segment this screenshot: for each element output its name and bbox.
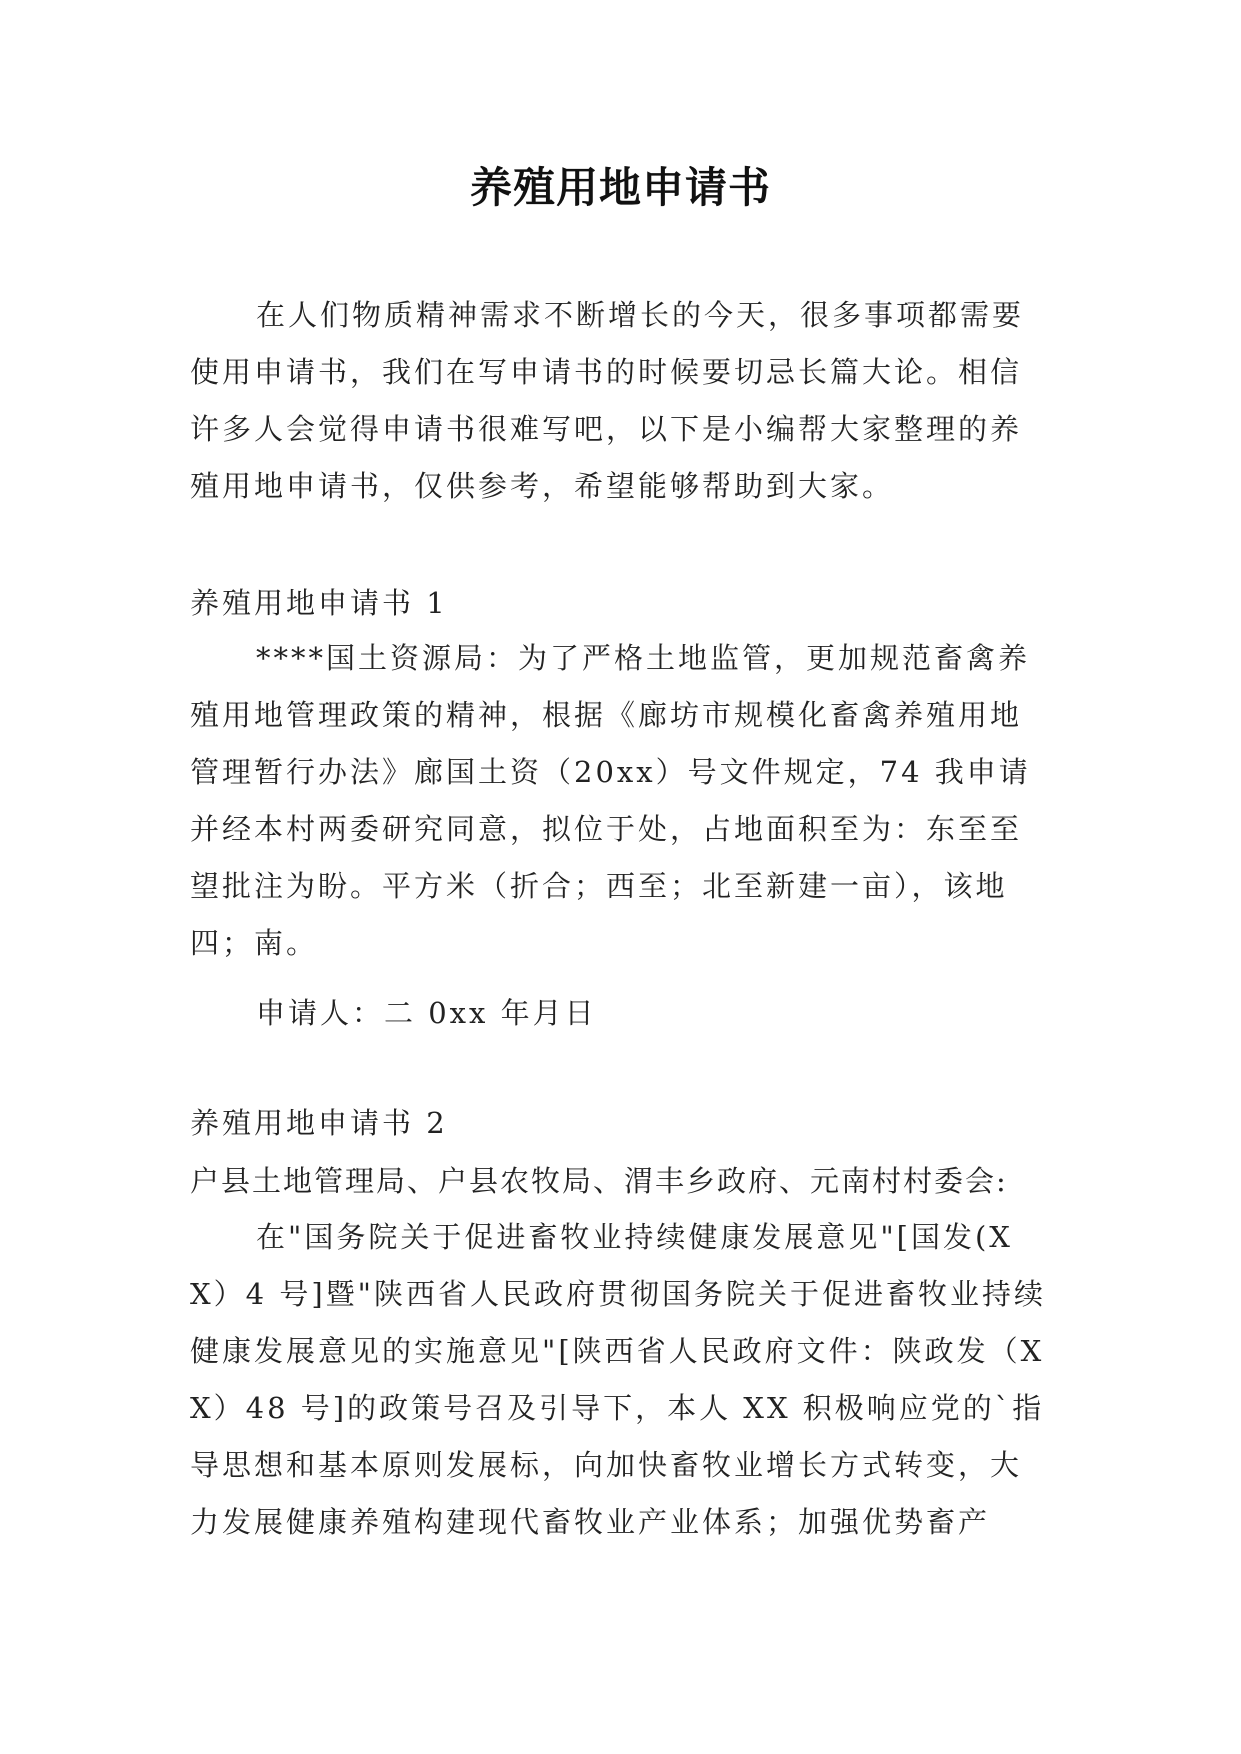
section2-addressee: 户县土地管理局、户县农牧局、渭丰乡政府、元南村村委会:	[190, 1164, 1008, 1198]
intro-paragraph: 在人们物质精神需求不断增长的今天，很多事项都需要使用申请书，我们在写申请书的时候要切忌长篇大论。相信许多人会觉得申请书很难写吧，以下是小编帮大家整理的养殖用地申请书，仅供参考，希望能够帮助到大家。	[190, 298, 1025, 503]
section1-body: ****国土资源局：为了严格土地监管，更加规范畜禽养殖用地管理政策的精神，根据《廊坊市规模化畜禽养殖用地管理暂行办法》廊国土资（20xx）号文件规定，74 我申请并经本村两委研究同意，拟位于处，占地面积至为：东至至望批注为盼。平方米（折合；西至；北至新建一亩），该地四；南。	[190, 641, 1031, 960]
document-title: 养殖用地申请书	[469, 163, 771, 212]
section2-body: 在"国务院关于促进畜牧业持续健康发展意见"[国发(XX）4 号]暨"陕西省人民政府贯彻国务院关于促进畜牧业持续健康发展意见的实施意见"[陕西省人民政府文件：陕政发（XX）48 号]的政策号召及引导下，本人 XX 积极响应党的`指导思想和基本原则发展标，向加快畜牧业增长方式转变，大力发展健康养殖构建现代畜牧业产业体系；加强优势畜产	[190, 1220, 1046, 1539]
section1-signature: 申请人：二 0xx 年月日	[256, 996, 597, 1030]
section2-heading: 养殖用地申请书 2	[190, 1106, 448, 1140]
section1-heading: 养殖用地申请书 1	[190, 586, 448, 620]
